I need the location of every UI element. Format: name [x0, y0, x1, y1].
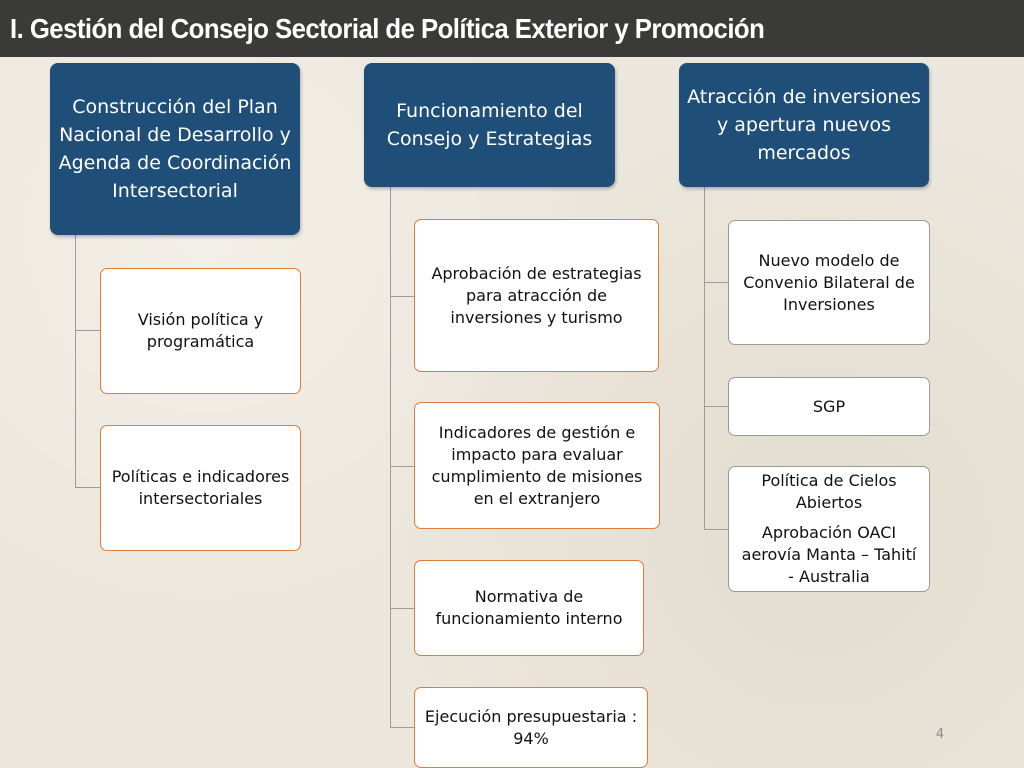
connector-col1 [75, 235, 76, 487]
box-normativa: Normativa de funcionamiento interno [414, 560, 644, 656]
page-title: I. Gestión del Consejo Sectorial de Política Exterior y Promoción [10, 12, 765, 44]
connector-col2-item1 [390, 296, 414, 297]
connector-col2-item2 [390, 466, 414, 467]
box-convenio-bilateral: Nuevo modelo de Convenio Bilateral de Inversiones [728, 220, 930, 345]
header-atraccion-inversiones: Atracción de inversiones y apertura nuevos mercados [679, 63, 929, 187]
connector-col2-item3 [390, 608, 414, 609]
box-ejecucion-presupuestaria: Ejecución presupuestaria : 94% [414, 687, 648, 768]
box-aprobacion-estrategias: Aprobación de estrategias para atracción de inversiones y turismo [414, 219, 659, 372]
connector-col1-item2 [75, 487, 100, 488]
header-plan-nacional: Construcción del Plan Nacional de Desarrollo y Agenda de Coordinación Intersectorial [50, 63, 300, 235]
box-sgp: SGP [728, 377, 930, 436]
box-indicadores-gestion: Indicadores de gestión e impacto para evaluar cumplimiento de misiones en el extranjero [414, 402, 660, 529]
connector-col1-item1 [75, 330, 100, 331]
connector-col3-item3 [704, 529, 728, 530]
connector-col3-item1 [704, 282, 728, 283]
box-politicas-indicadores: Políticas e indicadores intersectoriales [100, 425, 301, 551]
title-bar [0, 0, 1024, 57]
connector-col3 [704, 187, 705, 529]
connector-col2 [390, 187, 391, 727]
page-number: 4 [935, 727, 945, 742]
connector-col2-item4 [390, 727, 414, 728]
box-vision-politica: Visión política y programática [100, 268, 301, 394]
box-cielos-abiertos: Política de Cielos Abiertos Aprobación OACI aerovía Manta – Tahití - Australia [728, 466, 930, 592]
connector-col3-item2 [704, 406, 728, 407]
header-funcionamiento-consejo: Funcionamiento del Consejo y Estrategias [364, 63, 615, 187]
